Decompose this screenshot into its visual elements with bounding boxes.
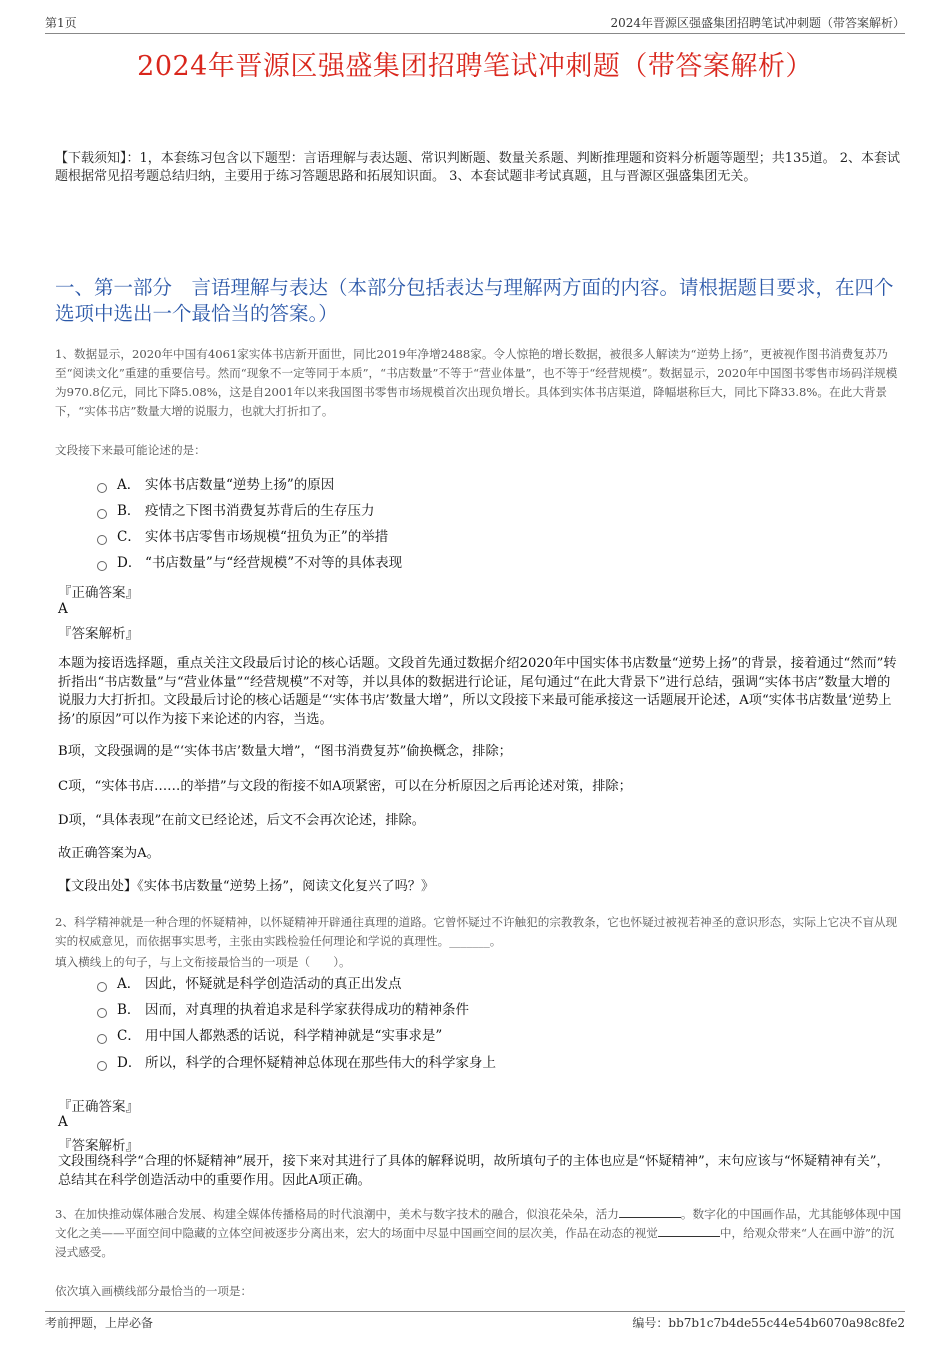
radio-icon[interactable] xyxy=(97,535,107,545)
question-3-prompt: 依次填入画横线部分最恰当的一项是： xyxy=(55,1284,253,1298)
q2-option-a[interactable]: A． 因此，怀疑就是科学创造活动的真正出发点 xyxy=(97,973,402,995)
radio-icon[interactable] xyxy=(97,1061,107,1071)
q1-option-d[interactable]: D． “书店数量”与“经营规模”不对等的具体表现 xyxy=(97,552,402,574)
q1-analysis-b: B项，文段强调的是“‘实体书店’数量大增”，“图书消费复苏”偷换概念，排除； xyxy=(58,744,512,759)
fill-blank-1[interactable] xyxy=(619,1205,681,1218)
q1-option-a[interactable]: A． 实体书店数量“逆势上扬”的原因 xyxy=(97,474,334,496)
q1-analysis-c: C项，“实体书店……的举措”与文段的衔接不如A项紧密，可以在分析原因之后再论述对策，排除； xyxy=(58,779,632,794)
correct-answer-label: 『正确答案』 xyxy=(58,585,139,601)
radio-icon[interactable] xyxy=(97,509,107,519)
analysis-label: 『答案解析』 xyxy=(58,1138,139,1154)
q2-option-c[interactable]: C． 用中国人都熟悉的话说，科学精神就是“实事求是” xyxy=(97,1025,442,1047)
radio-icon[interactable] xyxy=(97,483,107,493)
correct-answer-label: 『正确答案』 xyxy=(58,1099,139,1115)
radio-icon[interactable] xyxy=(97,1008,107,1018)
question-2-stem: 2、科学精神就是一种合理的怀疑精神，以怀疑精神开辟通往真理的道路。它曾怀疑过不许触犯的宗教教条，它也怀疑过被视若神圣的意识形态，实际上它决不盲从现实的权威意见，而依据事实思考，主张由实践检验任何理论和学说的真理性。_______。 xyxy=(55,915,898,948)
q2-analysis: 文段围绕科学“合理的怀疑精神”展开，接下来对其进行了具体的解释说明，故所填句子的主体也应是“怀疑精神”，末句应该与“怀疑精神有关”，总结其在科学创造活动中的重要作用。因此A项正确。 xyxy=(58,1154,890,1188)
footer-slogan: 考前押题，上岸必备 xyxy=(45,1316,154,1330)
q2-answer: A xyxy=(58,1114,68,1130)
download-notice: 【下载须知】：1，本套练习包含以下题型：言语理解与表达题、常识判断题、数量关系题、判断推理题和资料分析题等题型；共135道。 2、本套试题根据常见招考题总结归纳，主要用于练习答题思路和拓展知识面。 3、本套试题非考试真题，且与晋源区强盛集团无关。 xyxy=(55,151,900,184)
fill-blank-2[interactable] xyxy=(658,1224,720,1237)
q1-option-b[interactable]: B． 疫情之下图书消费复苏背后的生存压力 xyxy=(97,500,375,522)
question-1-prompt: 文段接下来最可能论述的是： xyxy=(55,443,206,457)
radio-icon[interactable] xyxy=(97,561,107,571)
question-3-stem: 3、在加快推动媒体融合发展、构建全媒体传播格局的时代浪潮中，美术与数字技术的融合，似浪花朵朵，活力 。数字化的中国画作品，尤其能够体现中国文化之美——平面空间中隐藏的立体空间被逐步分离出来，宏大的场面中尽显中国画空间的层次美，作品在动态的视觉 中，给观众带来“人在画中游”的沉浸式感受。 xyxy=(55,1207,902,1259)
page-number: 第1页 xyxy=(45,16,77,30)
footer-divider xyxy=(45,1311,905,1312)
header-doc-title: 2024年晋源区强盛集团招聘笔试冲刺题（带答案解析） xyxy=(610,16,905,30)
header-divider xyxy=(45,33,905,34)
q1-conclusion: 故正确答案为A。 xyxy=(58,846,160,861)
page-header xyxy=(45,14,905,32)
radio-icon[interactable] xyxy=(97,982,107,992)
question-1-stem: 1、数据显示，2020年中国有4061家实体书店新开面世，同比2019年净增2488家。令人惊艳的增长数据，被很多人解读为“逆势上扬”，更被视作图书消费复苏乃至“阅读文化”重建的重要信号。然而“现象不一定等同于本质”，“书店数量”不等于“营业体量”，也不等于“经营规模”。数据显示，2020年中国图书零售市场码洋规模为970.8亿元，同比下降5.08%，这是自2001年以来我国图书零售市场规模首次出现负增长。具体到实体书店渠道，降幅堪称巨大，同比下降33.8%。在此大背景下，“实体书店”数量大增的说服力，也就大打折扣了。 xyxy=(55,347,898,418)
footer-serial: 编号：bb7b1c7b4de55c44e54b6070a98c8fe2 xyxy=(632,1316,905,1330)
q2-option-d[interactable]: D． 所以，科学的合理怀疑精神总体现在那些伟大的科学家身上 xyxy=(97,1052,496,1074)
analysis-label: 『答案解析』 xyxy=(58,626,139,642)
question-2-prompt: 填入横线上的句子，与上文衔接最恰当的一项是（ ）。 xyxy=(55,955,351,969)
q2-option-b[interactable]: B． 因而，对真理的执着追求是科学家获得成功的精神条件 xyxy=(97,999,469,1021)
q1-analysis-d: D项，“具体表现”在前文已经论述，后文不会再次论述，排除。 xyxy=(58,813,425,828)
document-title: 2024年晋源区强盛集团招聘笔试冲刺题（带答案解析） xyxy=(137,51,813,82)
q1-answer: A xyxy=(58,601,68,617)
section-heading: 一、第一部分 言语理解与表达（本部分包括表达与理解两方面的内容。请根据题目要求，在四个选项中选出一个最恰当的答案。） xyxy=(55,276,894,325)
q1-source: 【文段出处】《实体书店数量“逆势上扬”，阅读文化复兴了吗？》 xyxy=(58,879,435,894)
q1-option-c[interactable]: C． 实体书店零售市场规模“扭负为正”的举措 xyxy=(97,526,388,548)
q1-analysis-main: 本题为接语选择题，重点关注文段最后讨论的核心话题。文段首先通过数据介绍2020年中国实体书店数量“逆势上扬”的背景，接着通过“然而”转折指出“书店数量”与“营业体量”“经营规模”不对等，并以具体的数据进行论证，尾句通过“在此大背景下”进行总结，强调“实体书店”数量大增的说服力大打折扣。文段最后讨论的核心话题是“‘实体书店’数量大增”，所以文段接下来最可能承接这一话题展开论述，A项“实体书店数量‘逆势上扬’的原因”可以作为接下来论述的内容，当选。 xyxy=(58,656,897,727)
radio-icon[interactable] xyxy=(97,1034,107,1044)
